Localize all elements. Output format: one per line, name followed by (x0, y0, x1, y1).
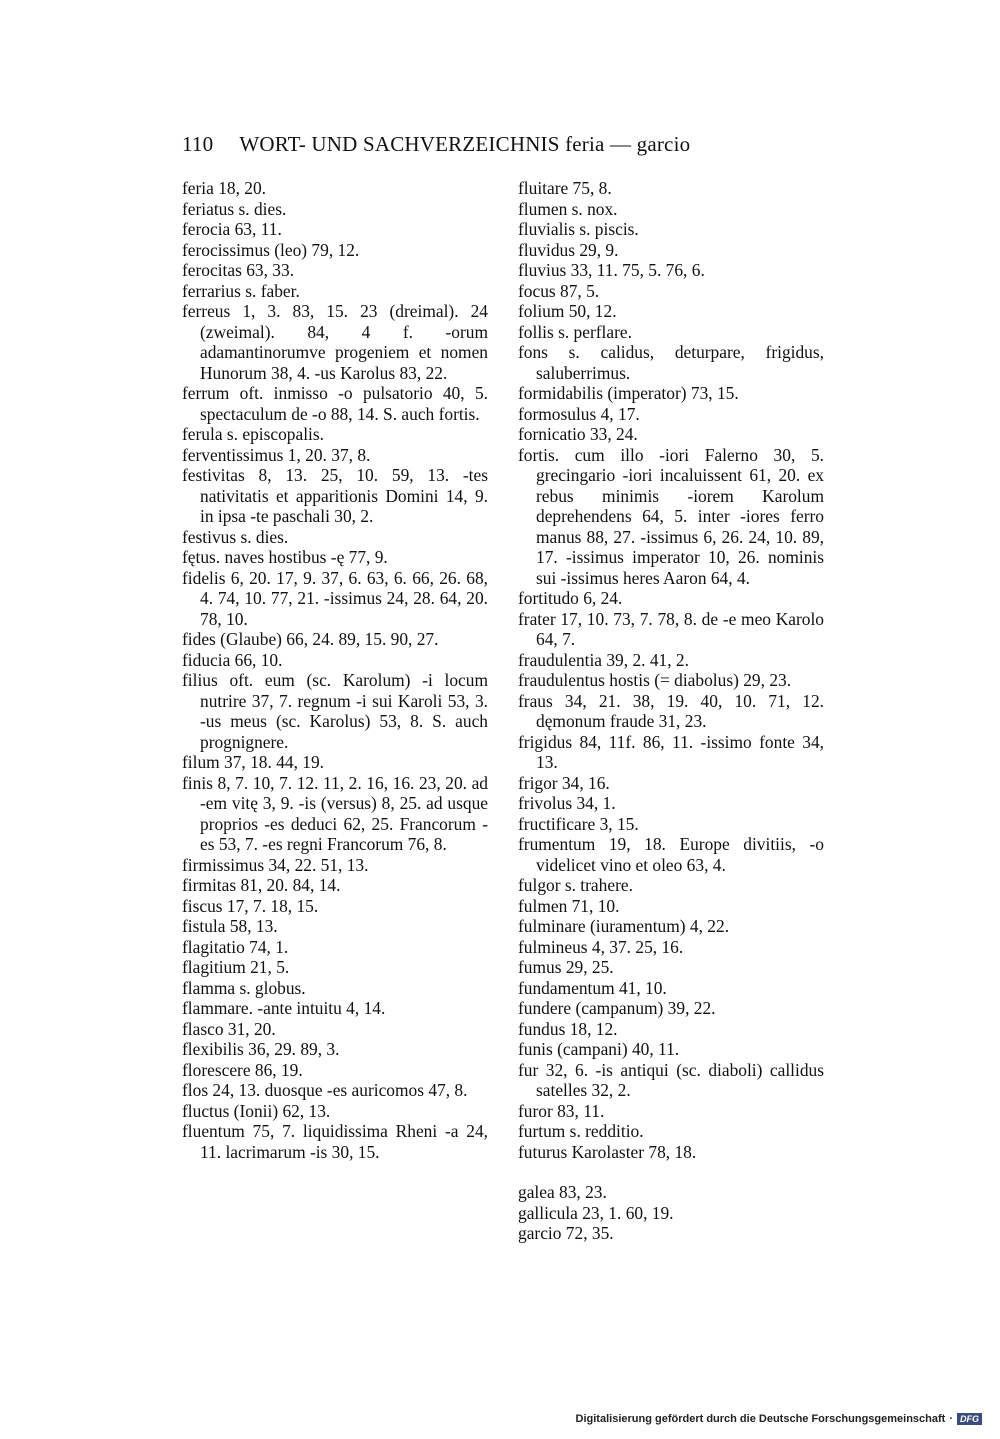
index-entry: fiducia 66, 10. (182, 649, 283, 670)
index-column-right (518, 178, 824, 1244)
index-entry: funis (campani) 40, 11. (518, 1039, 680, 1059)
index-entry: fructificare 3, 15. (518, 813, 639, 834)
index-entry: formidabilis (imperator) 73, 15. (518, 383, 739, 403)
index-entry: filius oft. eum (sc. Karolum) -i locum nutrire 37, 7. regnum -i sui Karoli 53, 3. -us meus (sc. Karolus) 53, 8. S. auch prognignere. (182, 670, 488, 752)
index-entry: galea 83, 23. (518, 1182, 607, 1202)
index-entry: fons s. calidus, deturpare, frigidus, saluberrimus. (518, 342, 824, 383)
index-entry: fundere (campanum) 39, 22. (518, 998, 716, 1018)
index-entry: formosulus 4, 17. (518, 403, 640, 424)
index-entry: futurus Karolaster 78, 18. (518, 1141, 697, 1162)
index-entry: feriatus s. dies. (182, 198, 287, 219)
index-entry: fluvialis s. piscis. (518, 219, 639, 239)
index-entry: festivus s. dies. (182, 526, 289, 547)
index-entry: fluitare 75, 8. (518, 178, 612, 198)
dfg-logo: DFG (957, 1413, 982, 1425)
index-entry: frivolus 34, 1. (518, 793, 616, 813)
index-entry: flumen s. nox. (518, 198, 618, 219)
index-entry: flammare. -ante intuitu 4, 14. (182, 998, 386, 1018)
index-entry: fętus. naves hostibus -ę 77, 9. (182, 547, 388, 567)
index-entry: fundamentum 41, 10. (518, 977, 667, 998)
index-entry: ferula s. episcopalis. (182, 424, 324, 444)
index-entry: fundus 18, 12. (518, 1018, 618, 1039)
index-entry: ferreus 1, 3. 83, 15. 23 (dreimal). 24 (zweimal). 84, 4 f. -orum adamantinorumve progeniem et nomen Hunorum 38, 4. -us Karolus 83, 22. (182, 301, 488, 383)
index-entry: ferocitas 63, 33. (182, 260, 295, 280)
page-number: 110 (182, 132, 214, 156)
index-entry: fulmen 71, 10. (518, 895, 620, 916)
index-entry: fidelis 6, 20. 17, 9. 37, 6. 63, 6. 66, 26. 68, 4. 74, 10. 77, 21. -issimus 24, 28. 64, 20. 78, 10. (182, 567, 488, 629)
index-entry: ferrum oft. inmisso -o pulsatorio 40, 5. spectaculum de -o 88, 14. S. auch fortis. (182, 383, 488, 424)
index-entry: ferocia 63, 11. (182, 219, 282, 239)
footer-text: Digitalisierung gefördert durch die Deutsche Forschungsgemeinschaft (575, 1413, 946, 1425)
index-entry: focus 87, 5. (518, 280, 600, 301)
page-header (182, 132, 690, 157)
index-entry: fides (Glaube) 66, 24. 89, 15. 90, 27. (182, 629, 439, 649)
index-entry: fraudulentus hostis (= diabolus) 29, 23. (518, 670, 792, 690)
index-entry: fumus 29, 25. (518, 957, 614, 977)
index-entry: fraudulentia 39, 2. 41, 2. (518, 649, 689, 670)
index-entry: finis 8, 7. 10, 7. 12. 11, 2. 16, 16. 23, 20. ad -em vitę 3, 9. -is (versus) 8, 25. ad usque proprios -es deduci 62, 25. Francorum -es 53, 7. -es regni Francorum 76, 8. (182, 772, 488, 854)
index-entry: flagitium 21, 5. (182, 957, 290, 977)
index-entry: ferocissimus (leo) 79, 12. (182, 239, 360, 260)
index-entry: frater 17, 10. 73, 7. 78, 8. de -e meo Karolo 64, 7. (518, 608, 824, 649)
index-entry: fulmineus 4, 37. 25, 16. (518, 936, 684, 957)
index-entry: flagitatio 74, 1. (182, 936, 289, 957)
index-entry: fur 32, 6. -is antiqui (sc. diaboli) callidus satelles 32, 2. (518, 1059, 824, 1100)
index-entry: furtum s. redditio. (518, 1121, 644, 1141)
index-entry: fiscus 17, 7. 18, 15. (182, 895, 319, 916)
index-entry: fluvius 33, 11. 75, 5. 76, 6. (518, 260, 705, 280)
index-entry: folium 50, 12. (518, 301, 617, 321)
index-entry: flamma s. globus. (182, 977, 306, 998)
index-entry: fornicatio 33, 24. (518, 424, 638, 444)
index-entry: florescere 86, 19. (182, 1059, 303, 1080)
index-entry: fortitudo 6, 24. (518, 588, 623, 608)
index-entry: flexibilis 36, 29. 89, 3. (182, 1039, 340, 1059)
index-entry: fortis. cum illo -iori Falerno 30, 5. grecingario -iori incaluissent 61, 20. ex rebus minimis -iorem Karolum deprehendens 64, 5. inter -iores ferro manus 88, 27. -issimus 6, 26. 24, 10. 89, 17. -issimus imperator 10, 26. nominis sui -issimus heres Aaron 64, 4. (518, 444, 824, 588)
footer-credit: Digitalisierung gefördert durch die Deutsche Forschungsgemeinschaft · DFG (576, 1413, 982, 1425)
index-entry: follis s. perflare. (518, 321, 632, 342)
index-column-left (182, 178, 488, 1162)
index-entry: furor 83, 11. (518, 1100, 605, 1121)
index-entry: festivitas 8, 13. 25, 10. 59, 13. -tes nativitatis et apparitionis Domini 14, 9. in ipsa -te paschali 30, 2. (182, 465, 488, 526)
index-entry: fraus 34, 21. 38, 19. 40, 10. 71, 12. dęmonum fraude 31, 23. (518, 690, 824, 731)
index-entry: firmitas 81, 20. 84, 14. (182, 875, 341, 895)
index-entry: flos 24, 13. duosque -es auricomos 47, 8. (182, 1080, 468, 1100)
index-entry: ferrarius s. faber. (182, 280, 300, 301)
index-entry: fluctus (Ionii) 62, 13. (182, 1100, 331, 1121)
index-entry: flasco 31, 20. (182, 1018, 276, 1039)
index-entry: filum 37, 18. 44, 19. (182, 752, 325, 772)
page-title: WORT- UND SACHVERZEICHNIS feria — garcio (239, 132, 691, 156)
index-entry: feria 18, 20. (182, 178, 267, 198)
index-entry: fulminare (iuramentum) 4, 22. (518, 916, 730, 936)
index-entry: fulgor s. trahere. (518, 875, 633, 895)
index-entry: frigor 34, 16. (518, 772, 610, 793)
index-entry: frigidus 84, 11f. 86, 11. -issimo fonte 34, 13. (518, 731, 824, 772)
index-entry: fistula 58, 13. (182, 916, 278, 936)
index-entry: gallicula 23, 1. 60, 19. (518, 1202, 674, 1223)
index-entry: frumentum 19, 18. Europe divitiis, -o videlicet vino et oleo 63, 4. (518, 834, 824, 875)
index-entry: fluvidus 29, 9. (518, 239, 619, 260)
index-entry: ferventissimus 1, 20. 37, 8. (182, 444, 371, 465)
index-entry: garcio 72, 35. (518, 1223, 614, 1243)
index-entry: firmissimus 34, 22. 51, 13. (182, 854, 369, 875)
index-entry: fluentum 75, 7. liquidissima Rheni -a 24, 11. lacrimarum -is 30, 15. (182, 1121, 488, 1162)
